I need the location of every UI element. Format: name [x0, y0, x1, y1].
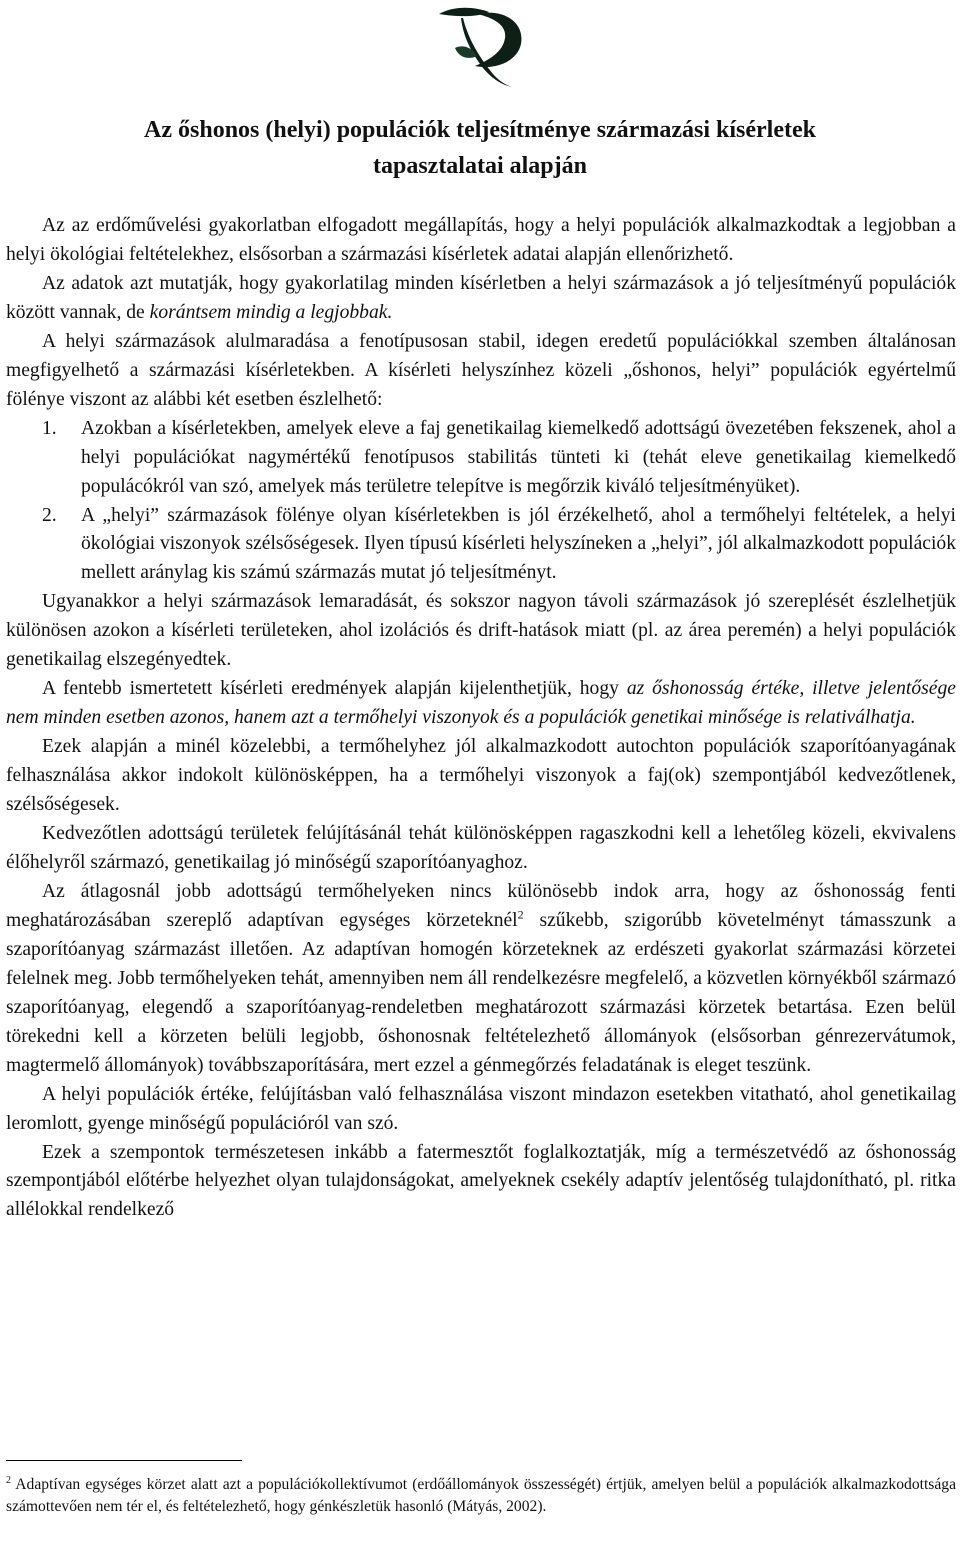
list-item: [6, 502, 956, 589]
paragraph: Ezek a szempontok természetesen inkább a fatermesztőt foglalkoztatják, míg a természetvédő az őshonosság szempontjából előtérbe helyezhet olyan tulajdonságokat, amelyeknek csekély adaptív jelentőség tulajdonítható, pl. ritka allélokkal rendelkező: [6, 1141, 956, 1221]
paragraph: Az az erdőművelési gyakorlatban elfogadott megállapítás, hogy a helyi populációk alkalmazkodtak a legjobban a helyi ökológiai feltételekhez, elsősorban a származási kísérletek adatai alapján ellenőrizhető.: [6, 215, 956, 265]
list-number: 1.: [42, 417, 57, 439]
paragraph: [6, 878, 956, 1081]
footnote-marker: 2: [6, 1474, 11, 1486]
article-body: [6, 212, 956, 1225]
paragraph-text: Az átlagosnál jobb adottságú termőhelyeken nincs különösebb indok arra, hogy az őshonosság fenti meghatározásában szereplő adaptívan egységes körzeteknél: [6, 880, 956, 931]
footnote-divider: [6, 1460, 242, 1461]
paragraph: [6, 270, 956, 328]
page-title: [0, 112, 960, 184]
footnote-text: Adaptívan egységes körzet alatt azt a populációkollektívumot (erdőállományok összességét) értjük, amelyen belül a populációk alkalmazkodottsága számottevően nem tér el, és feltételezhető, hogy génkészletük hasonló (Mátyás, 2002).: [6, 1476, 956, 1515]
paragraph: A helyi származások alulmaradása a fenotípusosan stabil, idegen eredetű populációkkal szemben általánosan megfigyelhető a származási kísérletekben. A kísérleti helyszínhez közeli „őshonos, helyi” populációk egyértelmű fölénye viszont az alábbi két esetben észlelhető:: [6, 330, 956, 410]
paragraph-text: A fentebb ismertetett kísérleti eredmények alapján kijelenthetjük, hogy: [42, 678, 627, 700]
paragraph: Kedvezőtlen adottságú területek felújításánál tehát különösképpen ragaszkodni kell a lehetőleg közeli, ekvivalens élőhelyről származó, genetikailag jó minőségű szaporítóanyaghoz.: [6, 823, 956, 873]
paragraph: Ezek alapján a minél közelebbi, a termőhelyhez jól alkalmazkodott autochton populációk szaporítóanyagának felhasználása akkor indokolt különösképpen, ha a termőhelyi viszonyok a faj(ok) szempontjából kedvezőtlenek, szélsőségesek.: [6, 736, 956, 816]
list-number: 2.: [42, 504, 57, 526]
numbered-list: [6, 415, 956, 589]
list-item: [6, 415, 956, 502]
footnote: [6, 1474, 956, 1517]
paragraph: [6, 675, 956, 733]
paragraph: A helyi populációk értéke, felújításban való felhasználása viszont mindazon esetekben vitatható, ahol genetikailag leromlott, gyenge minőségű populációról van szó.: [6, 1083, 956, 1134]
title-line-2: tapasztalatai alapján: [372, 153, 587, 179]
list-item-text: A „helyi” származások fölénye olyan kísérletekben is jól érzékelhető, ahol a termőhelyi feltételek, a helyi ökológiai viszonyok szélsőségesek. Ilyen típusú kísérleti helyszíneken a „helyi”, jól alkalmazkodott populációk mellett aránylag kis számú származás mutat jó teljesítményt.: [81, 504, 956, 584]
emphasis-text: korántsem mindig a legjobbak.: [149, 301, 393, 323]
paragraph: Ugyanakkor a helyi származások lemaradását, és sokszor nagyon távoli származások jó szereplését észlelhetjük különösen azokon a kísérleti területeken, ahol izolációs és drift-hatások miatt (pl. az área peremén) a helyi populációk genetikailag elszegényedtek.: [6, 591, 956, 671]
paragraph-text: Az adatok azt mutatják, hogy gyakorlatilag minden kísérletben a helyi származások a jó teljesítményű populációk között vannak, de: [6, 272, 956, 323]
footnote-reference[interactable]: 2: [517, 907, 524, 922]
list-item-text: Azokban a kísérletekben, amelyek eleve a faj genetikailag kiemelkedő adottságú övezetében fekszenek, ahol a helyi populációkat nagymértékű fenotípusos stabilitás tünteti ki (tehát eleve genetikailag kiemelkedő populácókról van szó, amelyek más területre telepítve is megőrzik kiváló teljesítményüket).: [81, 417, 956, 497]
leaf-logo-icon: [433, 4, 529, 88]
emphasis-text: az őshonosság értéke, illetve jelentősége nem minden esetben azonos, hanem azt a termőhelyi viszonyok és a populációk genetikai minősége is relativálhatja.: [6, 678, 956, 729]
title-line-1: Az őshonos (helyi) populációk teljesítménye származási kísérletek: [144, 117, 816, 143]
paragraph-text: szűkebb, szigorúbb követelményt támasszunk a szaporítóanyag származást illetően. Az adaptívan homogén körzeteknek az erdészeti gyakorlat származási körzetei felelnek meg. Jobb termőhelyeken tehát, amennyiben nem áll rendelkezésre megfelelő, a közvetlen környékből származó szaporítóanyag, elegendő a szaporítóanyag-rendeletben meghatározott származási körzetek betartása. Ezen belül törekedni kell a körzeten belüli legjobb, őshonosnak feltételezhető állományok (elsősorban génrezervátumok, magtermelő állományok) továbbszaporítására, mert ezzel a génmegőrzés feladatának is eleget teszünk.: [6, 909, 956, 1076]
